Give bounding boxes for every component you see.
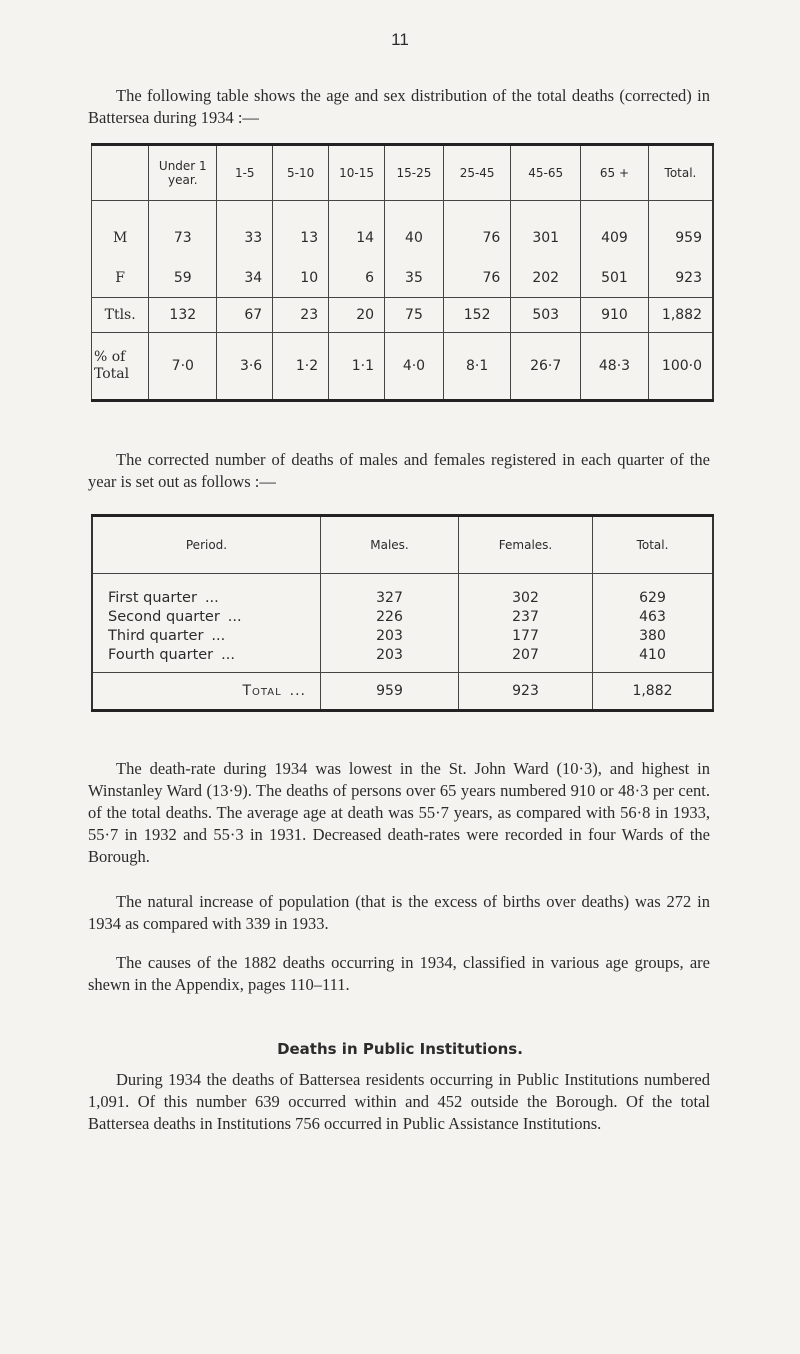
cell: 959 [648, 201, 713, 260]
cell: 8·1 [443, 333, 510, 401]
age-row-totals [92, 298, 714, 333]
age-header-5-10: 5-10 [273, 145, 329, 201]
total-label [92, 673, 321, 711]
cell: 1,882 [648, 298, 713, 333]
males-cell: 226 [321, 607, 459, 626]
period-label [92, 626, 321, 645]
quarterly-deaths-table [91, 514, 714, 712]
quarter-row-first [92, 574, 713, 608]
cell: 301 [511, 201, 581, 260]
cell: 923 [648, 259, 713, 298]
age-header-65plus: 65 + [581, 145, 649, 201]
cell: 26·7 [511, 333, 581, 401]
cell: 33 [217, 201, 273, 260]
row-label: F [92, 259, 149, 298]
leader-dots: ... [221, 646, 235, 663]
cell: 132 [149, 298, 217, 333]
institutions-paragraph: During 1934 the deaths of Battersea residents occurring in Public Institutions numbered 1,091. Of this number 639 occurred within and 452 outside the Borough. Of the total Battersea deaths in Institutions 756 occurred in Public Assistance Institutions. [88, 1070, 710, 1133]
quarter-header-females: Females. [459, 516, 593, 574]
age-row-males [92, 201, 714, 260]
page-number: 11 [391, 30, 409, 49]
total-cell: 463 [593, 607, 714, 626]
cell: 48·3 [581, 333, 649, 401]
cell: 76 [443, 259, 510, 298]
period-name: Third quarter [108, 627, 204, 644]
intro-paragraph: The following table shows the age and sex distribution of the total deaths (corrected) in Battersea during 1934 :— [88, 86, 710, 127]
cell: 1·2 [273, 333, 329, 401]
institutions-heading: Deaths in Public Institutions. [277, 1040, 523, 1058]
leader-dots: ... [289, 683, 306, 699]
cell: 59 [149, 259, 217, 298]
leader-dots: ... [227, 608, 242, 625]
cell: 202 [511, 259, 581, 298]
age-header-blank [92, 145, 149, 201]
quarter-row-third [92, 626, 713, 645]
row-label: M [92, 201, 149, 260]
period-name: Second quarter [108, 608, 220, 625]
period-label [92, 645, 321, 673]
cell: 76 [443, 201, 510, 260]
males-cell: 327 [321, 574, 459, 608]
total-cell: 629 [593, 574, 714, 608]
cell: 34 [217, 259, 273, 298]
period-label [92, 607, 321, 626]
total-cell: 380 [593, 626, 714, 645]
age-table-header-row [92, 145, 714, 201]
quarter-row-fourth [92, 645, 713, 673]
females-total-cell: 923 [459, 673, 593, 711]
quarter-header-period: Period. [92, 516, 321, 574]
period-label [92, 574, 321, 608]
females-cell: 207 [459, 645, 593, 673]
death-rate-paragraph: The death-rate during 1934 was lowest in the St. John Ward (10·3), and highest in Winstanley Ward (13·9). The deaths of persons over 65 years numbered 910 or 48·3 per cent. of the total deaths. The average age at death was 55·7 years, as compared with 56·8 in 1933, 55·7 in 1932 and 55·3 in 1931. Decreased death-rates were recorded in four Wards of the Borough. [88, 759, 710, 866]
row-label: Ttls. [92, 298, 149, 333]
age-header-10-15: 10-15 [329, 145, 385, 201]
age-header-1-5: 1-5 [217, 145, 273, 201]
leader-dots: ... [211, 627, 226, 644]
quarter-table-header-row [92, 516, 713, 574]
grand-total-cell: 1,882 [593, 673, 714, 711]
cell: 13 [273, 201, 329, 260]
age-header-under1: Under 1 year. [149, 145, 217, 201]
total-cell: 410 [593, 645, 714, 673]
total-label-text: Total [242, 683, 282, 699]
causes-paragraph: The causes of the 1882 deaths occurring in 1934, classified in various age groups, are shewn in the Appendix, pages 110–111. [88, 953, 710, 994]
age-row-percent [92, 333, 714, 401]
cell: 73 [149, 201, 217, 260]
males-cell: 203 [321, 645, 459, 673]
cell: 14 [329, 201, 385, 260]
quarter-header-total: Total. [593, 516, 714, 574]
cell: 100·0 [648, 333, 713, 401]
cell: 40 [385, 201, 444, 260]
males-total-cell: 959 [321, 673, 459, 711]
cell: 23 [273, 298, 329, 333]
cell: 501 [581, 259, 649, 298]
quarter-row-second [92, 607, 713, 626]
cell: 75 [385, 298, 444, 333]
females-cell: 302 [459, 574, 593, 608]
leader-dots: ... [204, 589, 219, 606]
age-header-15-25: 15-25 [385, 145, 444, 201]
age-header-25-45: 25-45 [443, 145, 510, 201]
females-cell: 177 [459, 626, 593, 645]
males-cell: 203 [321, 626, 459, 645]
cell: 6 [329, 259, 385, 298]
cell: 10 [273, 259, 329, 298]
cell: 503 [511, 298, 581, 333]
cell: 910 [581, 298, 649, 333]
cell: 67 [217, 298, 273, 333]
quarter-paragraph: The corrected number of deaths of males and females registered in each quarter of the year is set out as follows :— [88, 450, 710, 491]
quarter-header-males: Males. [321, 516, 459, 574]
natural-increase-paragraph: The natural increase of population (that is the excess of births over deaths) was 272 in 1934 as compared with 339 in 1933. [88, 892, 710, 933]
cell: 4·0 [385, 333, 444, 401]
row-label: % of Total [92, 333, 149, 401]
age-header-total: Total. [648, 145, 713, 201]
cell: 409 [581, 201, 649, 260]
age-row-females [92, 259, 714, 298]
period-name: Fourth quarter [108, 646, 214, 663]
cell: 1·1 [329, 333, 385, 401]
cell: 20 [329, 298, 385, 333]
period-name: First quarter [108, 589, 197, 606]
cell: 3·6 [217, 333, 273, 401]
cell: 152 [443, 298, 510, 333]
age-sex-deaths-table [91, 143, 714, 402]
females-cell: 237 [459, 607, 593, 626]
cell: 35 [385, 259, 444, 298]
cell: 7·0 [149, 333, 217, 401]
age-header-45-65: 45-65 [511, 145, 581, 201]
quarter-row-total [92, 673, 713, 711]
